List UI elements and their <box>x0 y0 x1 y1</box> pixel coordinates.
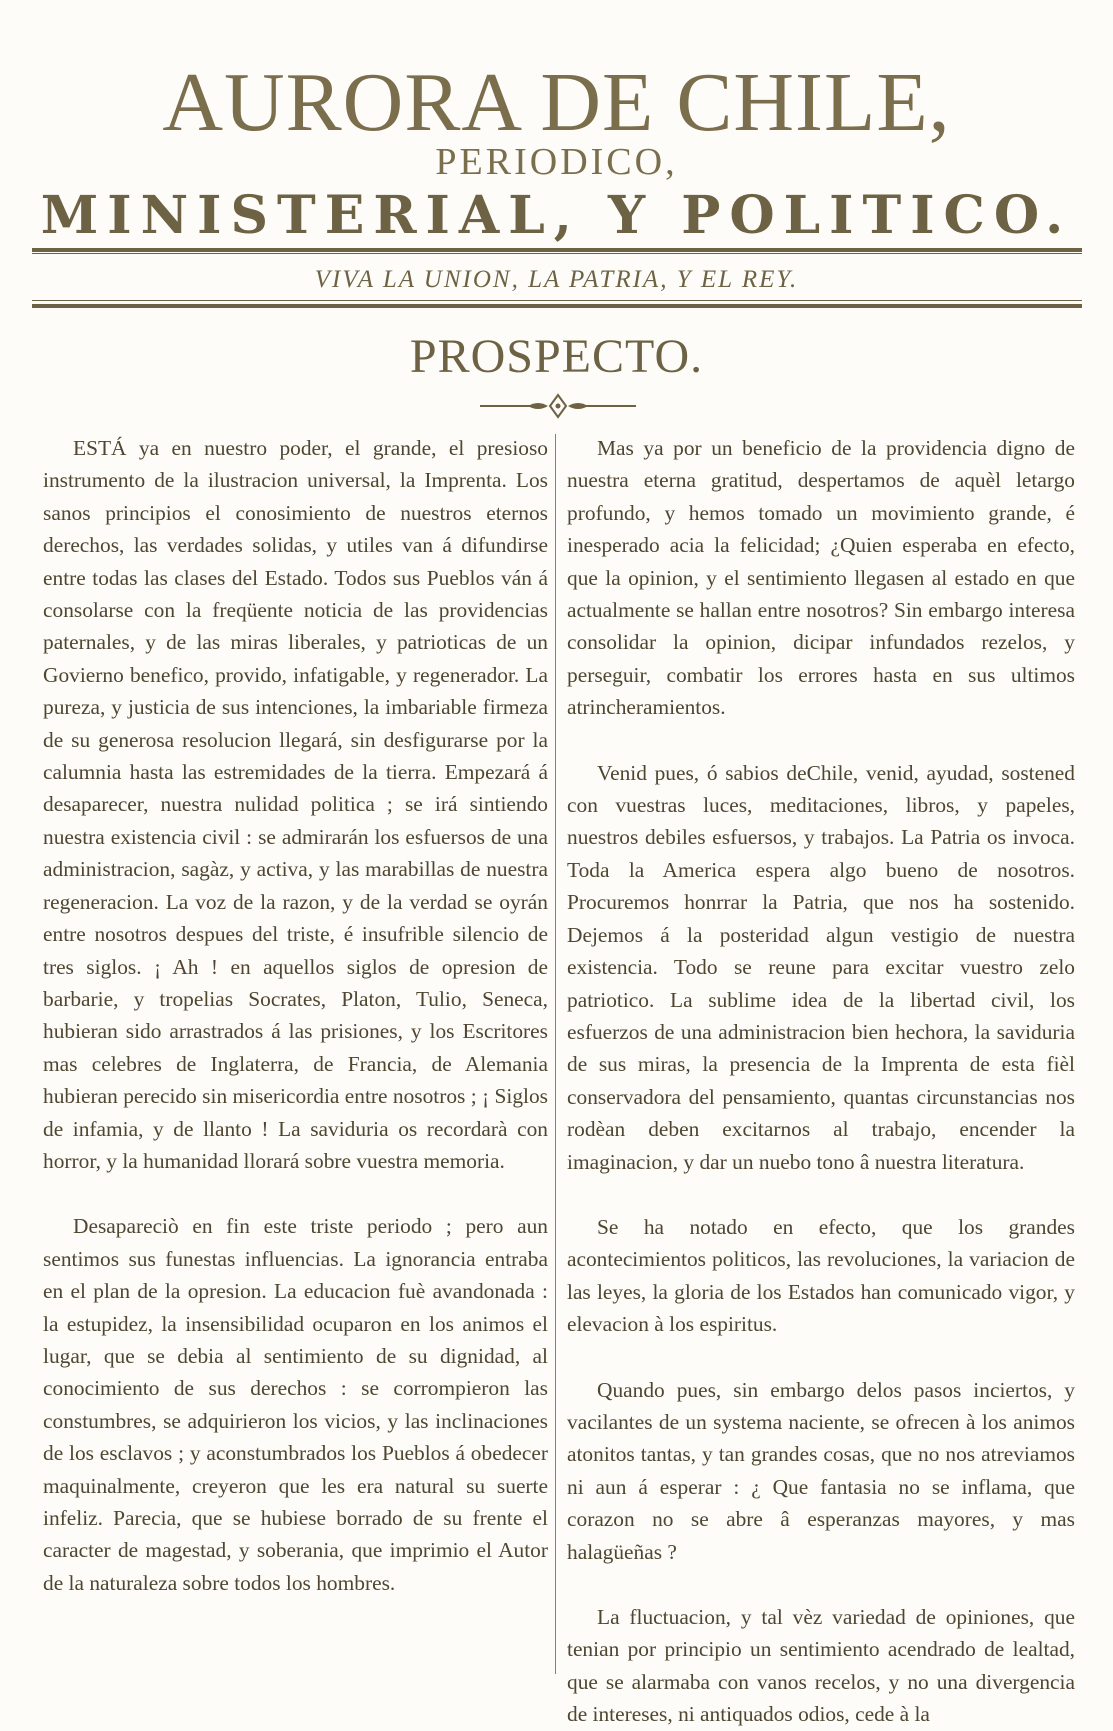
right-paragraph-2: Venid pues, ó sabios deChile, venid, ayudad, sostened con vuestras luces, meditaciones, libros, y papeles, nuestros debiles esfuersos, y trabajos. La Patria os invoca. Toda la America espera algo bueno de nosotros. Procuremos honrrar la Patria, que nos ha sostenido. Dejemos á la posteridad algun vestigio de nuestra existencia. Todo se reune para excitar vuestro zelo patriotico. La sublime idea de la libertad civil, los esfuerzos de una administracion bien hechora, la saviduria de sus miras, la presencia de la Imprenta de esta fièl conservadora del pensamiento, quantas circunstancias nos rodèan deben excitarnos al trabajo, encender la imaginacion, y dar un nuebo tono â nuestra literatura. <box>567 760 1075 1174</box>
motto-rule-thin <box>32 300 1082 301</box>
masthead-title-second: MINISTERIAL, Y POLITICO. <box>40 185 1073 246</box>
left-paragraph-2: Desapareciò en fin este triste periodo ; pero aun sentimos sus funestas influencias. La ignorancia entraba en el plan de la opresion. La educacion fuè avandonada : la estupidez, la insensibilidad ocuparon en los animos el lugar, que se debia al sentimiento de su dignidad, al conocimiento de sus derechos : se corrompieron las constumbres, se adquirieron los vicios, y las inclinaciones de los esclavos ; y aconstumbrados los Pueblos á obedecer maquinalmente, creyeron que les era natural su suerte infeliz. Parecia, que se hubiese borrado de su frente el caracter de magestad, y soberania, que imprimio el Autor de la naturaleza sobre todos los hombres. <box>43 1214 548 1595</box>
section-heading: PROSPECTO. <box>409 330 704 383</box>
masthead-motto: VIVA LA UNION, LA PATRIA, Y EL REY. <box>314 266 799 293</box>
right-paragraph-3: Se ha notado en efecto, que los grandes acontecimientos politicos, las revoluciones, la variacion de las leyes, la gloria de los Estados han comunicado vigor, y elevacion à los espiritus. <box>567 1214 1075 1337</box>
column-divider <box>555 434 556 1674</box>
left-paragraph-1: ESTÁ ya en nuestro poder, el grande, el presioso instrumento de la ilustracion universal, la Imprenta. Los sanos principios el conosimiento de nuestros eternos derechos, las verdades solidas, y utiles van á difundirse entre todas las clases del Estado. Todos sus Pueblos ván á consolarse con la freqüente noticia de las providencias paternales, y de las miras liberales, y patrioticas de un Govierno benefico, provido, infatigable, y regenerador. La pureza, y justicia de sus intenciones, la imbariable firmeza de su generosa resolucion llegará, sin desfigurarse por la calumnia hasta las estremidades de la tierra. Empezará á desaparecer, nuestra nulidad politica ; se irá sintiendo nuestra existencia civil : se admirarán los esfuersos de una administracion, sagàz, y activa, y las marabillas de nuestra regeneracion. La voz de la razon, y de la verdad se oyrán entre nosotros despues del triste, é insufrible silencio de tres siglos. ¡ Ah ! en aquellos siglos de opresion de barbarie, y tropelias Socrates, Platon, Tulio, Seneca, hubieran sido arrastrados á las prisiones, y los Escritores mas celebres de Inglaterra, de Francia, de Alemania hubieran perecido sin misericordia entre nosotros ; ¡ Siglos de infamia, y de llanto ! La saviduria os recordarà con horror, y la humanidad llorará sobre vuestra memoria. <box>43 436 548 1173</box>
left-column <box>43 432 548 1599</box>
masthead-title: AURORA DE CHILE, <box>162 56 951 149</box>
ornament-divider-icon <box>478 392 638 420</box>
right-column <box>567 432 1075 1731</box>
right-paragraph-1: Mas ya por un beneficio de la providencia digno de nuestra eterna gratitud, despertamos de aquèl letargo profundo, y hemos tomado un movimiento grande, é inesperado acia la felicidad; ¿Quien esperaba en efecto, que la opinion, y el sentimiento llegasen al estado en que actualmente se hallan entre nosotros? Sin embargo interesa consolidar la opinion, dicipar infundados rezelos, y perseguir, combatir los errores hasta en sus ultimos atrincheramientos. <box>567 436 1075 720</box>
motto-rule-thick <box>32 304 1082 308</box>
masthead-rule-thick <box>32 248 1082 252</box>
right-paragraph-5: La fluctuacion, y tal vèz variedad de opiniones, que tenian por principio un sentimiento acendrado de lealtad, que se alarmaba con vanos recelos, y no una divergencia de intereses, ni antiquados odios, cede à la <box>567 1605 1075 1727</box>
right-paragraph-4: Quando pues, sin embargo delos pasos inciertos, y vacilantes de un systema naciente, se ofrecen à los animos atonitos tantas, y tan grandes cosas, que no nos atreviamos ni aun á esperar : ¿ Que fantasia no se inflama, que corazon no se abre â esperanzas mayores, y mas halagüeñas ? <box>567 1377 1075 1564</box>
masthead-rule-thin <box>32 253 1082 254</box>
masthead-subtitle: PERIODICO, <box>435 141 678 183</box>
